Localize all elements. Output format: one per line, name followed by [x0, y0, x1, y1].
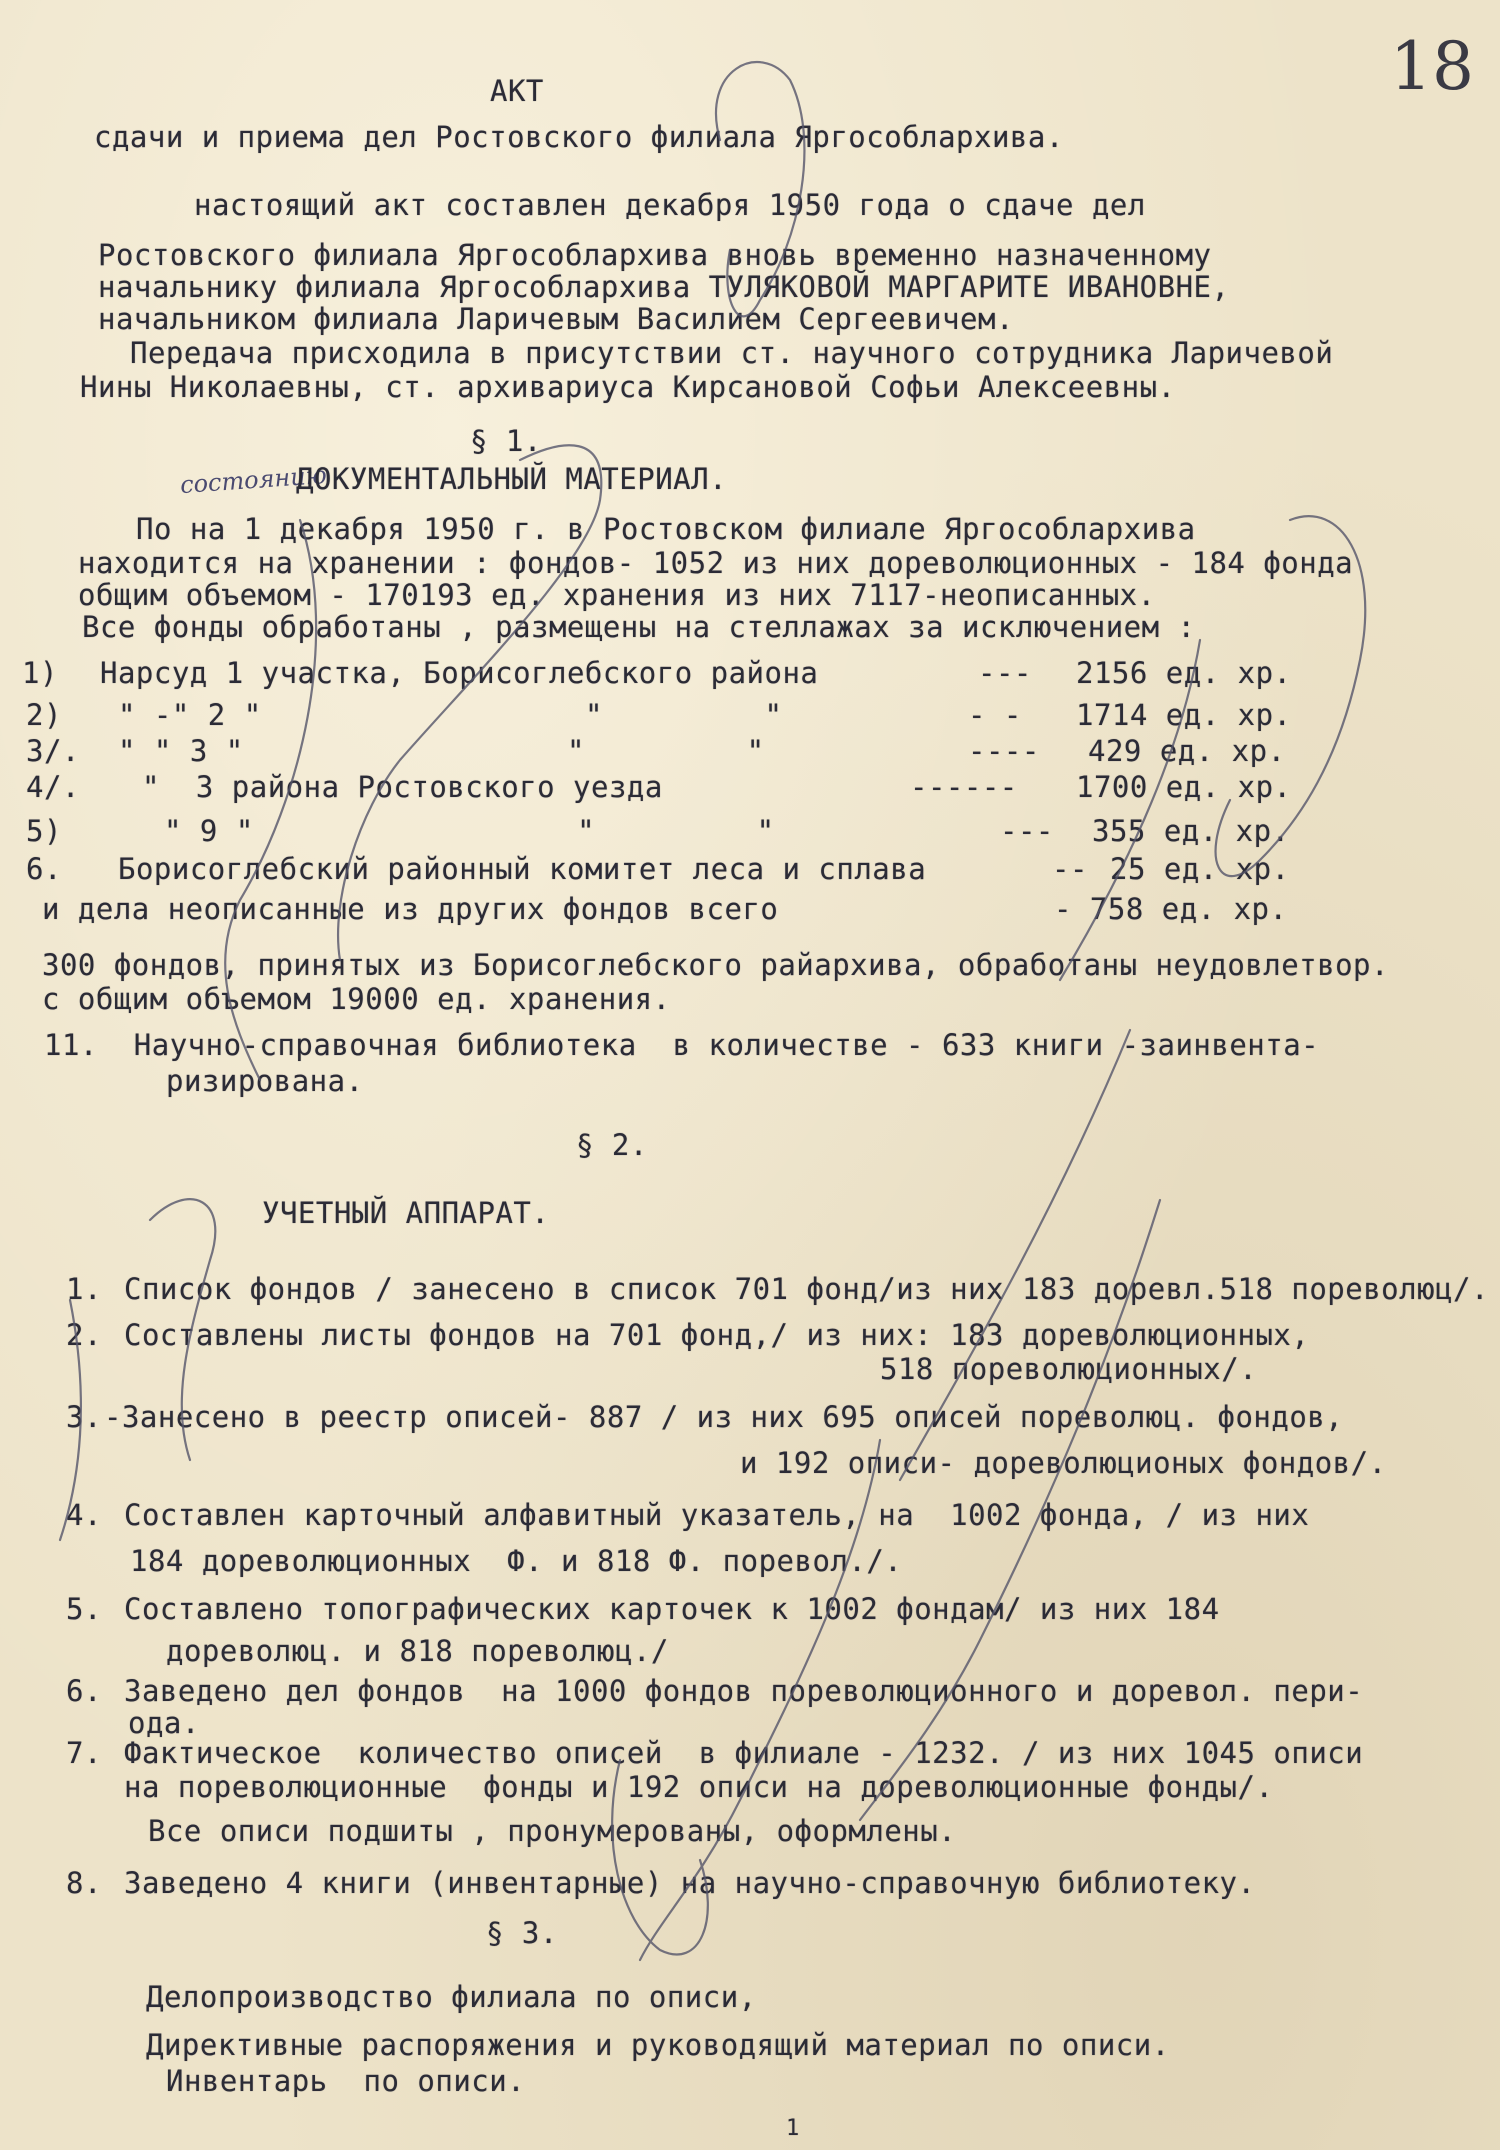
- item-text: Фактическое количество описей в филиале - 1232. / из них 1045 описи: [124, 1736, 1364, 1770]
- item-value: 1714 ед. хр.: [1076, 698, 1292, 732]
- document-subtitle: сдачи и приема дел Ростовского филиала Яргособлархива.: [94, 120, 1064, 154]
- pencil-stroke-g: [640, 1440, 880, 1960]
- item-number: 3.: [66, 1400, 102, 1434]
- item-number: 6.: [66, 1674, 102, 1708]
- pencil-stroke-f: [860, 1200, 1160, 1820]
- section3-line: Инвентарь по описи.: [166, 2064, 526, 2098]
- item-text: Составлены листы фондов на 701 фонд,/ из них: 183 дореволюционных,: [124, 1318, 1310, 1352]
- item-value: 355 ед. хр.: [1092, 814, 1290, 848]
- pencil-stroke-a: [338, 445, 601, 960]
- pencil-stroke-d: [1060, 640, 1200, 980]
- undescribed-value: - 758 ед. хр.: [1054, 892, 1288, 926]
- item-number: 4.: [66, 1498, 102, 1532]
- pencil-loop-top: [716, 62, 804, 316]
- item-text: Заведено 4 книги (инвентарные) на научно-справочную библиотеку.: [124, 1866, 1256, 1900]
- undescribed-text: и дела неописанные из других фондов всего: [42, 892, 779, 926]
- section1-paragraph: находится на хранении : фондов- 1052 из них дореволюционных - 184 фонда: [78, 546, 1354, 580]
- item-number: 3/.: [26, 734, 80, 768]
- document-title: АКТ: [490, 74, 544, 108]
- item-name: " 3 района Ростовского уезда: [142, 770, 663, 804]
- section1-extra: 300 фондов, принятых из Борисоглебского райархива, обработаны неудовлетвор.: [42, 948, 1389, 982]
- pencil-loop-right: [1216, 516, 1366, 876]
- section1-extra: с общим объемом 19000 ед. хранения.: [42, 982, 671, 1016]
- pencil-stroke-h: [60, 1300, 81, 1540]
- pencil-stroke-c: [150, 1199, 215, 1460]
- item-name: Борисоглебский районный комитет леса и сплава: [118, 852, 927, 886]
- intro-line: начальником филиала Ларичевым Василием Сергеевичем.: [98, 302, 1014, 336]
- handwritten-note: состоянию: [179, 460, 328, 500]
- intro-line: Нины Николаевны, ст. архивариуса Кирсановой Софьи Алексеевны.: [80, 370, 1176, 404]
- item-name: " 9 " " ": [164, 814, 775, 848]
- pencil-stroke-b: [225, 520, 316, 1080]
- section3-number: § 3.: [486, 1916, 558, 1950]
- item-number: 5): [26, 814, 62, 848]
- item-value: 25 ед. хр.: [1110, 852, 1290, 886]
- item-dash: ----: [968, 734, 1040, 768]
- item-text: дореволюц. и 818 пореволюц./: [166, 1634, 669, 1668]
- item-dash: ---: [978, 656, 1032, 690]
- intro-line: Передача присходила в присутствии ст. научного сотрудника Ларичевой: [130, 336, 1334, 370]
- intro-line: настоящий акт составлен декабря 1950 года о сдаче дел: [194, 188, 1146, 222]
- item-dash: --: [1052, 852, 1088, 886]
- item-name: " " 3 " " ": [118, 734, 765, 768]
- item-dash: ------: [910, 770, 1018, 804]
- item-text: ода.: [128, 1706, 200, 1740]
- pencil-loop-bottom: [612, 1760, 708, 1954]
- section1-number: § 1.: [470, 424, 542, 458]
- item-dash: ---: [1000, 814, 1054, 848]
- library-line: ризирована.: [166, 1064, 364, 1098]
- item-text: Составлено топографических карточек к 1002 фондам/ из них 184: [124, 1592, 1220, 1626]
- item-text: Все описи подшиты , пронумерованы, оформлены.: [148, 1814, 957, 1848]
- item-name: Нарсуд 1 участка, Борисоглебского района: [100, 656, 819, 690]
- item-number: 7.: [66, 1736, 102, 1770]
- section1-paragraph: По на 1 декабря 1950 г. в Ростовском филиале Яргособлархива: [136, 512, 1196, 546]
- item-value: 429 ед. хр.: [1088, 734, 1286, 768]
- item-text: Составлен карточный алфавитный указатель, на 1002 фонда, / из них: [124, 1498, 1310, 1532]
- item-text: 184 дореволюционных Ф. и 818 Ф. поревол./.: [130, 1544, 903, 1578]
- item-number: 1): [22, 656, 58, 690]
- library-line: 11. Научно-справочная библиотека в количестве - 633 книги -заинвента-: [44, 1028, 1320, 1062]
- item-text: на пореволюционные фонды и 192 описи на дореволюционные фонды/.: [124, 1770, 1274, 1804]
- item-text: -Занесено в реестр описей- 887 / из них 695 описей пореволюц. фондов,: [104, 1400, 1344, 1434]
- intro-line: начальнику филиала Яргособлархива ТУЛЯКОВОЙ МАРГАРИТЕ ИВАНОВНЕ,: [98, 270, 1230, 304]
- item-number: 6.: [26, 852, 62, 886]
- item-text: Список фондов / занесено в список 701 фонд/из них 183 доревл.518 пореволюц/.: [124, 1272, 1489, 1306]
- item-number: 4/.: [26, 770, 80, 804]
- section3-line: Делопроизводство филиала по описи,: [146, 1980, 757, 2014]
- section2-heading: УЧЕТНЫЙ АППАРАТ.: [262, 1196, 550, 1230]
- item-number: 1.: [66, 1272, 102, 1306]
- section3-line: Директивные распоряжения и руководящий материал по описи.: [146, 2028, 1170, 2062]
- section1-heading: ДОКУМЕНТАЛЬНЫЙ МАТЕРИАЛ.: [296, 462, 728, 496]
- item-name: " -" 2 " " ": [118, 698, 783, 732]
- item-text: 518 пореволюционных/.: [880, 1352, 1258, 1386]
- item-text: и 192 описи- дореволюционых фондов/.: [740, 1446, 1387, 1480]
- item-dash: - -: [968, 698, 1022, 732]
- item-number: 8.: [66, 1866, 102, 1900]
- pencil-stroke-e: [900, 1030, 1130, 1480]
- item-number: 2): [26, 698, 62, 732]
- intro-line: Ростовского филиала Яргособлархива вновь временно назначенному: [98, 238, 1212, 272]
- sheet-number: 18: [1390, 28, 1474, 105]
- item-number: 2.: [66, 1318, 102, 1352]
- page-number: 1: [786, 2116, 800, 2141]
- section2-number: § 2.: [576, 1128, 648, 1162]
- item-value: 1700 ед. хр.: [1076, 770, 1292, 804]
- item-number: 5.: [66, 1592, 102, 1626]
- item-value: 2156 ед. хр.: [1076, 656, 1292, 690]
- section1-paragraph: Все фонды обработаны , размещены на стеллажах за исключением :: [82, 610, 1196, 644]
- item-text: Заведено дел фондов на 1000 фондов пореволюционного и доревол. пери-: [124, 1674, 1364, 1708]
- section1-paragraph: общим объемом - 170193 ед. хранения из них 7117-неописанных.: [78, 578, 1156, 612]
